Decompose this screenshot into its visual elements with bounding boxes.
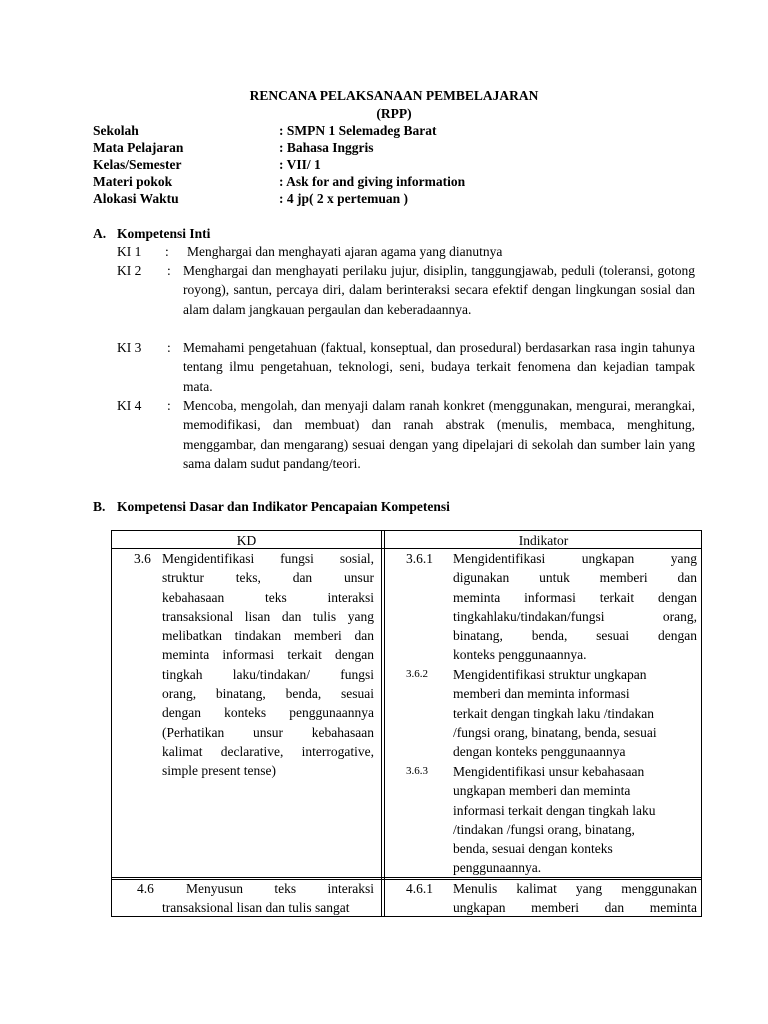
indikator-code: 3.6.1 bbox=[406, 551, 433, 566]
ki-text: Menghargai dan menghayati ajaran agama yang dianutnya bbox=[187, 244, 503, 259]
section-letter: B. bbox=[93, 499, 106, 514]
indikator-line: benda, sesuai dengan konteks bbox=[453, 841, 613, 857]
meta-row-materi-pokok bbox=[93, 174, 713, 192]
ki-colon: : bbox=[167, 340, 171, 355]
meta-label: Mata Pelajaran bbox=[93, 140, 184, 155]
section-title: Kompetensi Dasar dan Indikator Pencapaian Kompetensi bbox=[117, 499, 450, 514]
kd-line: (Perhatikan unsur kebahasaan bbox=[162, 724, 374, 740]
kd-line: Menyusun teks interaksi bbox=[186, 881, 374, 896]
indikator-line: tingkahlaku/tindakan/fungsi orang, bbox=[453, 608, 697, 624]
ki-2 bbox=[117, 261, 695, 339]
table-divider bbox=[384, 531, 385, 916]
meta-row-kelas-semester bbox=[93, 157, 713, 175]
ki-colon: : bbox=[165, 244, 169, 259]
indikator-line: digunakan untuk memberi dan bbox=[453, 570, 697, 586]
ki-code: KI 2 bbox=[117, 263, 142, 278]
kd-line: Mengidentifikasi fungsi sosial, bbox=[162, 551, 374, 566]
indikator-line: informasi terkait dengan tingkah laku bbox=[453, 802, 656, 818]
ki-text: Menghargai dan menghayati perilaku jujur, disiplin, tanggungjawab, peduli (toleransi, gotong royong), santun, percaya diri, dalam berinteraksi secara efektif dengan lingkungan sosial dan alam dalam jangkauan pergaulan dan keberadaannya. bbox=[183, 263, 695, 317]
indikator-3-6-3-text bbox=[453, 762, 697, 878]
meta-value: : SMPN 1 Selemadeg Barat bbox=[279, 123, 437, 138]
kd-3-6-text bbox=[162, 549, 374, 781]
indikator-line: terkait dengan tingkah laku /tindakan bbox=[453, 705, 654, 721]
kd-code: 3.6 bbox=[134, 551, 151, 566]
ki-colon: : bbox=[167, 398, 171, 413]
meta-label: Alokasi Waktu bbox=[93, 191, 179, 206]
indikator-code: 4.6.1 bbox=[406, 881, 433, 896]
kd-code: 4.6 bbox=[137, 881, 154, 896]
ki-4 bbox=[117, 396, 695, 474]
section-letter: A. bbox=[93, 226, 107, 241]
kd-indikator-table bbox=[111, 530, 702, 917]
kd-line: melibatkan tindakan memberi dan bbox=[162, 628, 374, 644]
meta-value: : 4 jp( 2 x pertemuan ) bbox=[279, 191, 408, 206]
meta-value: : Ask for and giving information bbox=[279, 174, 466, 189]
kd-4-6-text bbox=[186, 879, 374, 898]
ki-colon: : bbox=[167, 263, 171, 278]
section-title: Kompetensi Inti bbox=[117, 226, 211, 241]
indikator-3-6-1-text bbox=[453, 549, 697, 665]
meta-value: : Bahasa Inggris bbox=[279, 140, 374, 155]
indikator-line: binatang, benda, sesuai dengan bbox=[453, 628, 697, 644]
kd-line: transaksional lisan dan tulis sangat bbox=[162, 900, 350, 915]
kd-line: meminta informasi terkait dengan bbox=[162, 647, 374, 663]
indikator-4-6-1-text bbox=[453, 879, 697, 918]
kd-4-6-text-cont bbox=[162, 898, 374, 917]
kd-line: dengan konteks penggunaannya bbox=[162, 705, 374, 721]
meta-row-sekolah bbox=[93, 123, 713, 141]
document-subtitle: (RPP) bbox=[376, 106, 412, 121]
meta-label: Materi pokok bbox=[93, 174, 173, 189]
kd-line: transaksional lisan dan tulis yang bbox=[162, 608, 374, 624]
indikator-line: Mengidentifikasi ungkapan yang bbox=[453, 551, 697, 566]
indikator-line: /tindakan /fungsi orang, binatang, bbox=[453, 821, 635, 837]
meta-label: Sekolah bbox=[93, 123, 139, 138]
indikator-line: penggunaannya. bbox=[453, 860, 542, 876]
meta-label: Kelas/Semester bbox=[93, 157, 182, 172]
meta-value: : VII/ 1 bbox=[279, 157, 321, 172]
indikator-line: Mengidentifikasi struktur ungkapan bbox=[453, 667, 647, 682]
indikator-line: meminta informasi terkait dengan bbox=[453, 589, 697, 605]
indikator-code: 3.6.2 bbox=[406, 668, 428, 680]
indikator-line: ungkapan memberi dan meminta bbox=[453, 900, 697, 916]
ki-code: KI 1 bbox=[117, 244, 142, 259]
indikator-line: konteks penggunaannya. bbox=[453, 647, 587, 663]
kd-line: tingkah laku/tindakan/ fungsi bbox=[162, 666, 374, 682]
kd-line: struktur teks, dan unsur bbox=[162, 570, 374, 586]
indikator-line: memberi dan meminta informasi bbox=[453, 686, 630, 702]
ki-text: Memahami pengetahuan (faktual, konseptual, dan prosedural) berdasarkan rasa ingin tahunya tentang ilmu pengetahuan, teknologi, seni, budaya terkait fenomena dan kejadian tampak mata. bbox=[183, 340, 695, 394]
kd-line: kebahasaan teks interaksi bbox=[162, 589, 374, 605]
indikator-line: Menulis kalimat yang menggunakan bbox=[453, 881, 697, 896]
ki-code: KI 4 bbox=[117, 398, 142, 413]
indikator-code: 3.6.3 bbox=[406, 765, 428, 777]
table-divider bbox=[381, 531, 382, 916]
indikator-line: /fungsi orang, binatang, benda, sesuai bbox=[453, 724, 657, 740]
indikator-line: Mengidentifikasi unsur kebahasaan bbox=[453, 764, 645, 779]
meta-row-mata-pelajaran bbox=[93, 140, 713, 158]
ki-text: Mencoba, mengolah, dan menyaji dalam ranah konkret (menggunakan, mengurai, merangkai, memodifikasi, dan membuat) dan ranah abstrak (menulis, membaca, menghitung, menggambar, dan mengarang) sesuai dengan yang dipelajari di sekolah dan sumber lain yang sama dalam sudut pandang/teori. bbox=[183, 398, 695, 471]
document-title: RENCANA PELAKSANAAN PEMBELAJARAN bbox=[249, 88, 539, 103]
kd-line: orang, binatang, benda, sesuai bbox=[162, 686, 374, 702]
header-kd: KD bbox=[236, 533, 257, 548]
meta-row-alokasi-waktu bbox=[93, 191, 713, 209]
kd-line: kalimat declarative, interrogative, bbox=[162, 743, 374, 759]
indikator-line: dengan konteks penggunaannya bbox=[453, 744, 626, 760]
ki-1 bbox=[117, 242, 695, 262]
ki-code: KI 3 bbox=[117, 340, 142, 355]
indikator-3-6-2-text bbox=[453, 665, 697, 761]
kd-line: simple present tense) bbox=[162, 763, 276, 779]
indikator-line: ungkapan memberi dan meminta bbox=[453, 783, 631, 799]
header-indikator: Indikator bbox=[518, 533, 569, 548]
ki-3 bbox=[117, 338, 695, 396]
